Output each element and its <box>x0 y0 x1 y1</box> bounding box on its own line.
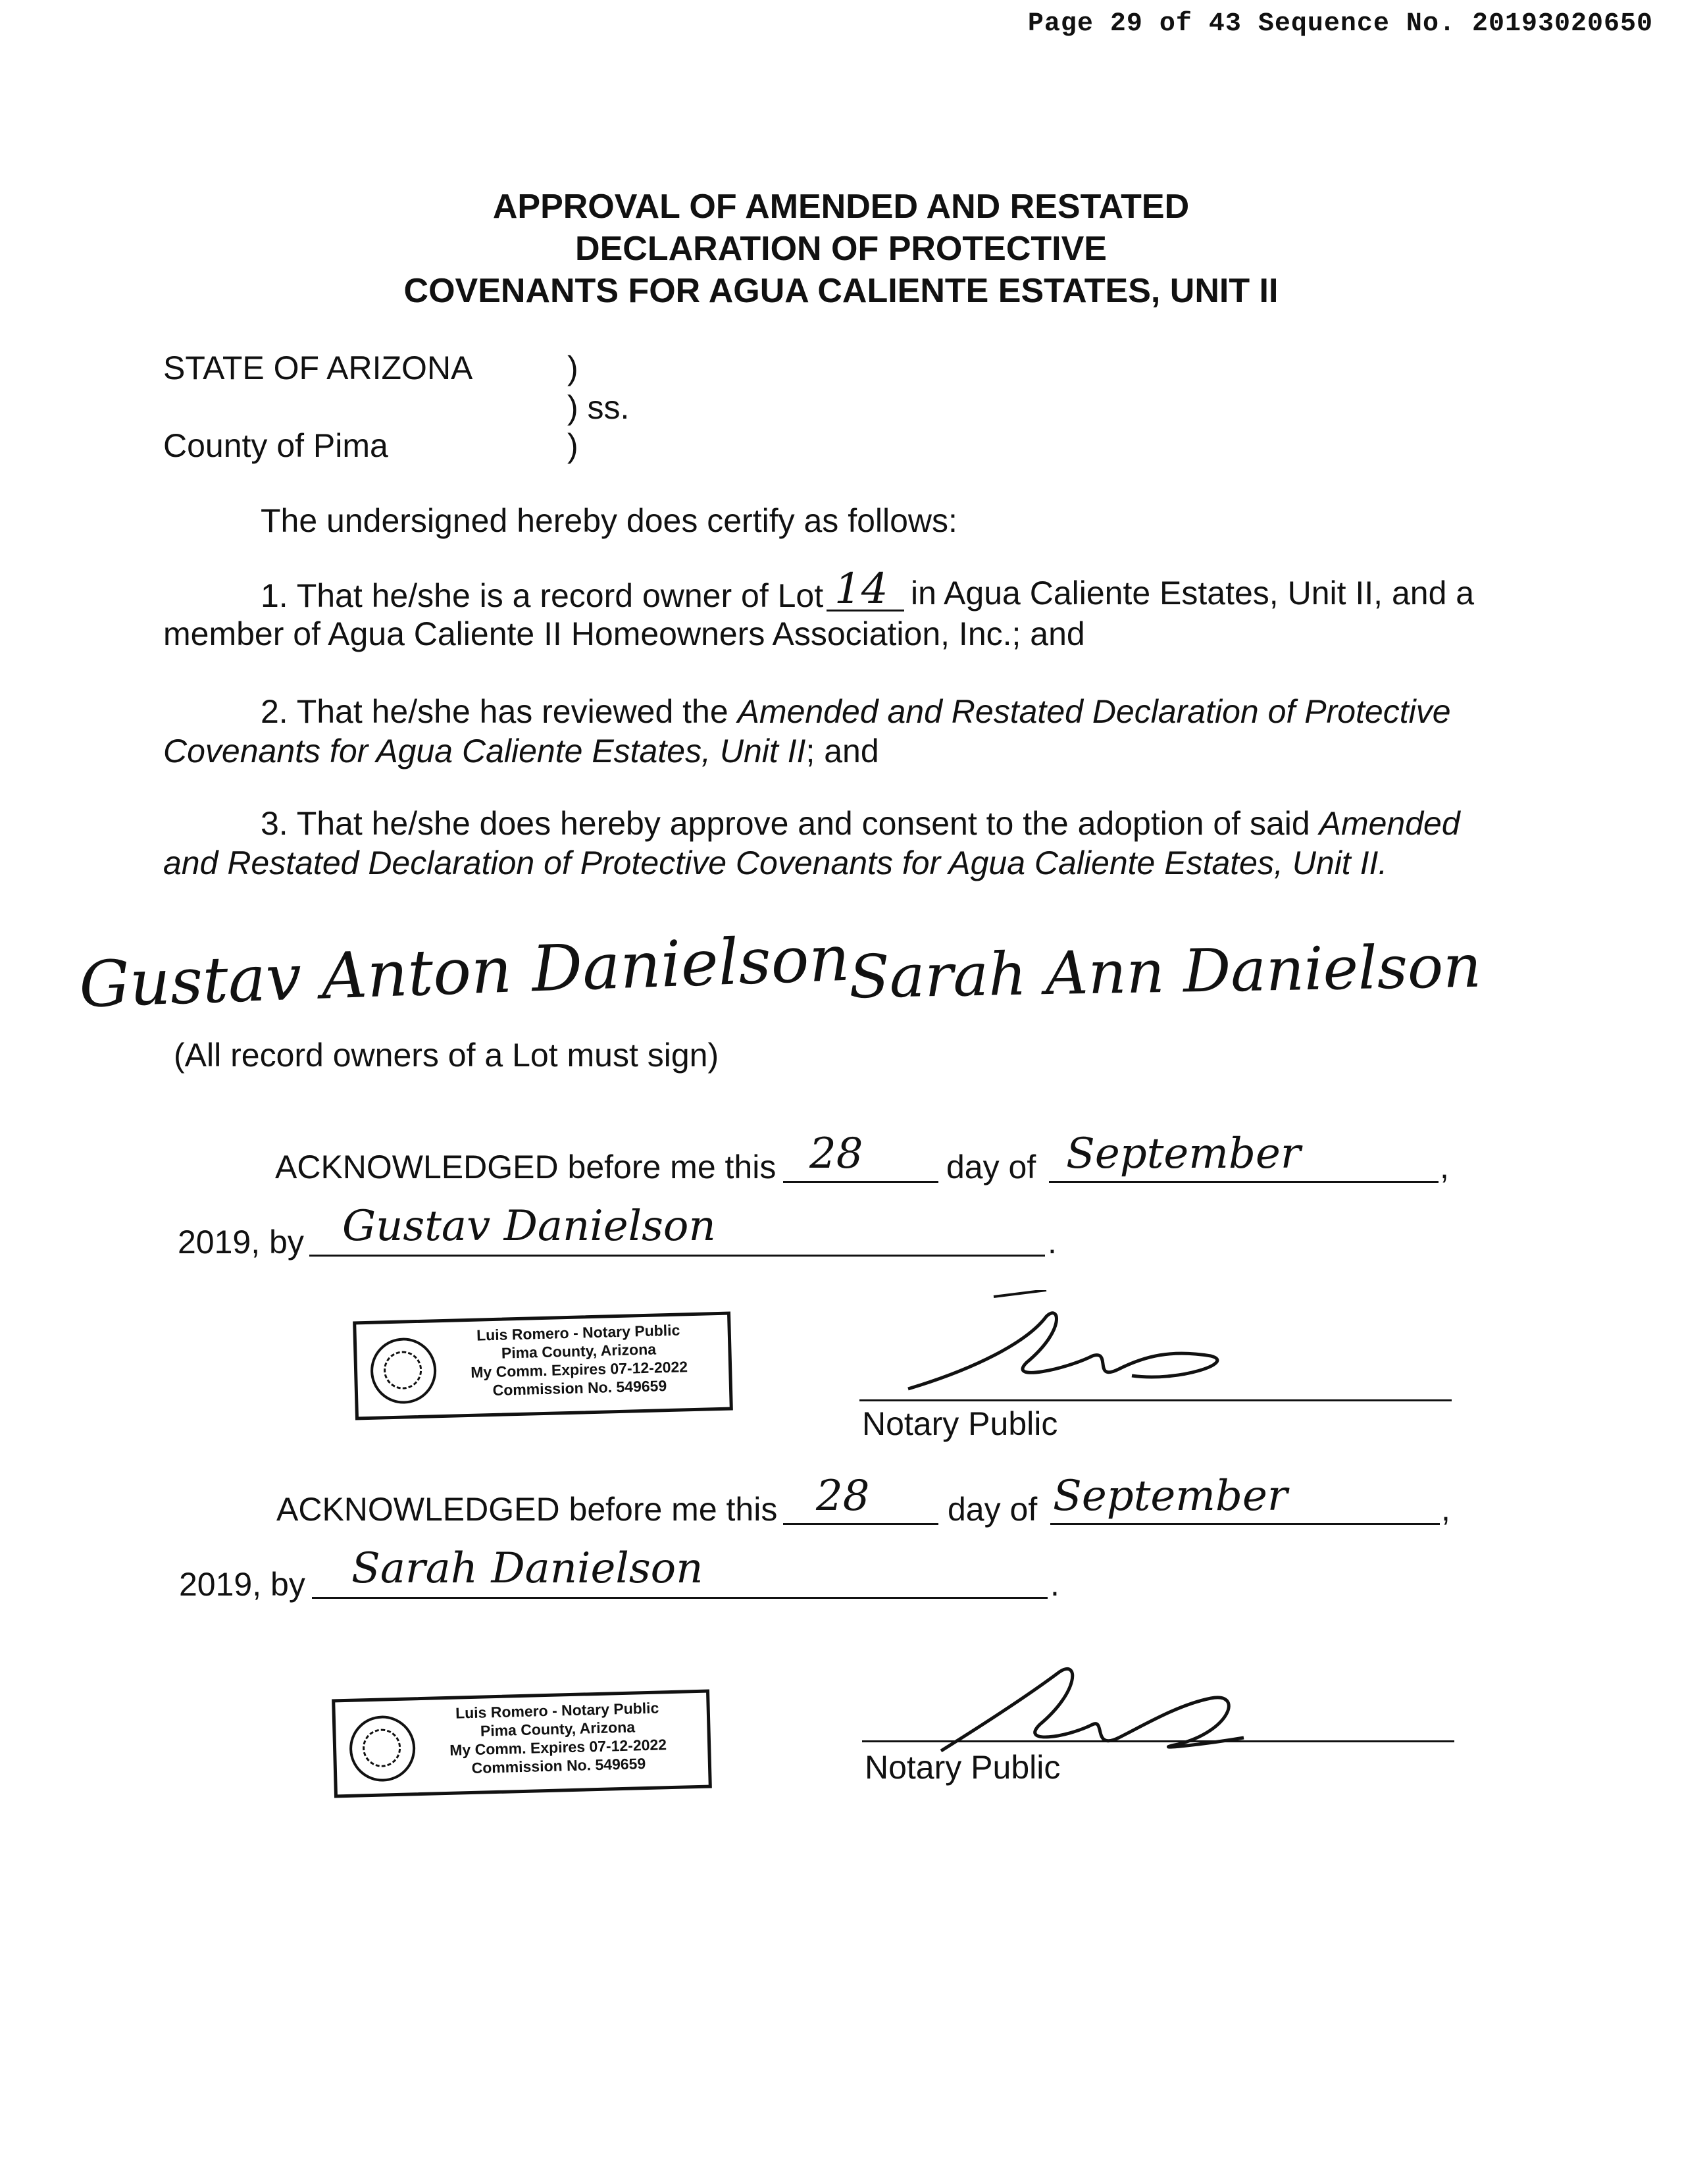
stamp-line-3: My Comm. Expires 07-12-2022 <box>449 1736 667 1759</box>
stamp-line-1: Luis Romero - Notary Public <box>476 1321 680 1344</box>
page-header: Page 29 of 43 Sequence No. 20193020650 <box>1027 9 1653 39</box>
stamp-line-4: Commission No. 549659 <box>471 1755 646 1777</box>
item1-text-a: 1. That he/she is a record owner of Lot <box>261 577 824 614</box>
notary-label-1: Notary Public <box>862 1405 1058 1442</box>
signature-note: (All record owners of a Lot must sign) <box>174 1037 719 1074</box>
notary-signature-1 <box>895 1290 1250 1402</box>
item1-text-b: in Agua Caliente Estates, Unit II, and a <box>911 575 1475 611</box>
ack2-comma: , <box>1441 1491 1450 1528</box>
ack1-comma: , <box>1440 1149 1449 1185</box>
notary-label-2: Notary Public <box>865 1749 1061 1786</box>
item3-text-a: 3. That he/she does hereby approve and consent to the adoption of said Amended <box>261 805 1460 842</box>
ack2-day-handwritten: 28 <box>816 1472 870 1521</box>
venue-state: STATE OF ARIZONA <box>163 350 473 386</box>
notary-seal-icon <box>370 1337 438 1405</box>
ack2-year-by: 2019, by <box>179 1566 305 1603</box>
ack1-label: ACKNOWLEDGED before me this <box>275 1149 777 1185</box>
ack2-period: . <box>1050 1566 1059 1603</box>
title-line-1: APPROVAL OF AMENDED AND RESTATED <box>492 188 1190 226</box>
intro-text: The undersigned hereby does certify as follows: <box>261 502 957 539</box>
venue-paren-1: ) <box>567 350 578 386</box>
notary-stamp-1 <box>353 1312 733 1420</box>
signature-owner-1: Gustav Anton Danielson <box>78 921 851 1022</box>
stamp-line-2: Pima County, Arizona <box>480 1718 636 1740</box>
stamp-line-2: Pima County, Arizona <box>501 1340 657 1362</box>
stamp-line-1: Luis Romero - Notary Public <box>455 1699 659 1722</box>
title-line-3: COVENANTS FOR AGUA CALIENTE ESTATES, UNIT II <box>403 272 1279 310</box>
item1-text-c: member of Agua Caliente II Homeowners Association, Inc.; and <box>163 615 1085 652</box>
item2-text-b: Covenants for Agua Caliente Estates, Unit II; and <box>163 733 879 769</box>
item2-text-a: 2. That he/she has reviewed the Amended and Restated Declaration of Protective <box>261 693 1451 730</box>
lot-number-handwritten: 14 <box>834 565 888 613</box>
item3-text-b: and Restated Declaration of Protective Covenants for Agua Caliente Estates, Unit II. <box>163 845 1388 881</box>
title-line-2: DECLARATION OF PROTECTIVE <box>575 230 1107 268</box>
venue-county: County of Pima <box>163 427 388 464</box>
stamp-line-3: My Comm. Expires 07-12-2022 <box>470 1358 688 1381</box>
ack2-label: ACKNOWLEDGED before me this <box>276 1491 778 1528</box>
signature-owner-2: Sarah Ann Danielson <box>848 931 1482 1012</box>
notary-stamp-2 <box>332 1690 712 1798</box>
notary-seal-icon <box>349 1715 417 1782</box>
ack1-period: . <box>1048 1224 1057 1261</box>
ack1-day-handwritten: 28 <box>809 1130 863 1178</box>
stamp-line-4: Commission No. 549659 <box>492 1377 667 1399</box>
ack2-name-handwritten: Sarah Danielson <box>351 1544 703 1593</box>
venue-paren-3: ) <box>567 427 578 464</box>
ack1-day-of: day of <box>946 1149 1036 1185</box>
ack1-name-handwritten: Gustav Danielson <box>342 1202 716 1251</box>
ack1-year-by: 2019, by <box>178 1224 304 1261</box>
ack2-day-of: day of <box>948 1491 1038 1528</box>
ack1-month-handwritten: September <box>1066 1130 1301 1178</box>
ack2-month-handwritten: September <box>1053 1472 1288 1521</box>
venue-ss: ) ss. <box>567 389 630 426</box>
